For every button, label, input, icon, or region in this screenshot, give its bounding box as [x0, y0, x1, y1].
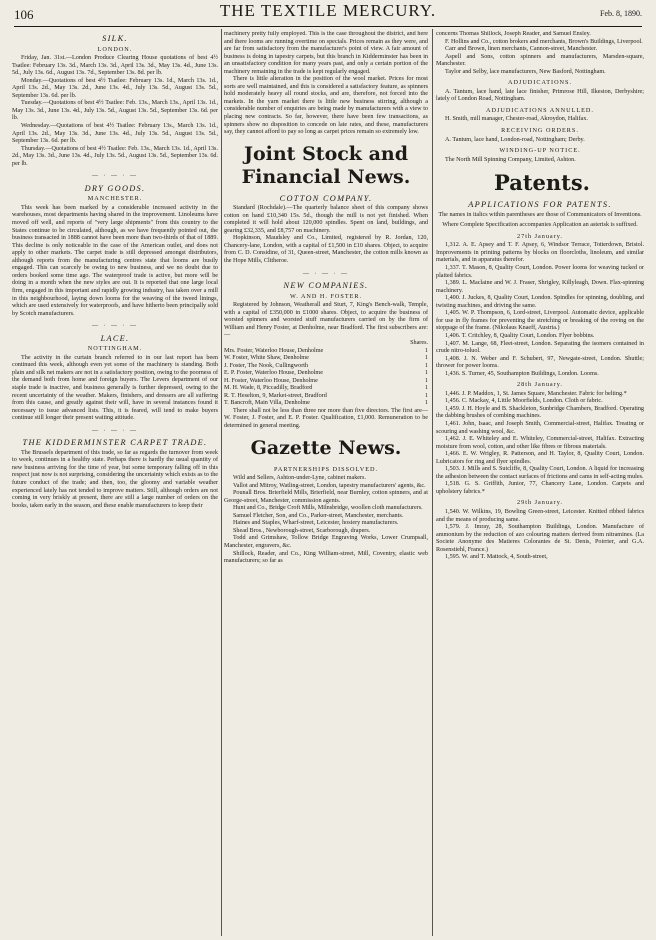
- section-title-new-companies: NEW COMPANIES.: [283, 281, 369, 291]
- paragraph: Standard (Rochdale).—The quarterly balance sheet of this company shows cotton on hand £10,340 15s. 5d., though the mill is not yet finished. When completed it will hold about 120,000 spindles. Spent on land, buildings, and gearing £32,335, and £8,757 on machinery.: [224, 205, 428, 234]
- paragraph: Registered by Johnson, Weatherall and Sturt, 7, King's Bench-walk, Temple, with a capital of £350,000 in £1000 shares. Object, to acquire the business of worsted spinners and worsted stuff manufacturers carried on by the firm of William and Henry Foster, at Denholme, near Bradford. The first subscribers are:—: [224, 302, 428, 339]
- company-name: W. AND H. FOSTER.: [289, 292, 363, 300]
- column-divider: [432, 29, 433, 936]
- list-item: Pounall Bros. Brierfield Mills, Brierfield, near Burnley, cotton spinners, and at George-street, Manchester, commission agents.: [224, 490, 428, 504]
- section-title-dry-goods: DRY GOODS.: [84, 183, 146, 193]
- masthead-title: THE TEXTILE MERCURY.: [219, 1, 437, 20]
- section-title-adjudications: ADJUDICATIONS.: [507, 79, 572, 87]
- section-place: NOTTINGHAM.: [87, 345, 143, 353]
- subscriber-row: W. Foster, White Shaw, Denholme 1: [224, 355, 428, 362]
- column-divider: [221, 29, 222, 936]
- patent-entry: 1,579. J. Imray, 28, Southampton Buildings, London. Manufacture of ammonium by the reduction of azo colouring matters derived from nitramines. (La Societe Anonyme des Matieres Colorantes de St. Denis, Poirrier, and G.A. Rosenstiehl, France.): [436, 524, 644, 553]
- paragraph: The Brussels department of this trade, so far as regards the turnover from week to week, continues in a healthy state. Perhaps there is hardly the usual quantity of new business arriving for the time of year, but some temporary falling off in this respect just now is not surprising, considering the uncertainty which exists as to the future conduct of the trade; and then, too, the gloomy and variable weather experienced lately has not tended to improve matters. Still, although orders are not coming in very briskly at present, there are still a large number of orders on the books, taken early in the season, and these enable manufacturers to keep their: [12, 449, 218, 509]
- patent-entry: 1,461. John, Isaac, and Joseph Smith, Commercial-street, Halifax. Treating or scouring and washing wool, &c.: [436, 420, 644, 435]
- patent-entry: 1,518. G. S. Griffith, Junior, 77, Chancery Lane, London. Carpets and upholstery fabrics.*: [436, 481, 644, 495]
- list-item: Taylor and Selby, lace manufacturers, New Basford, Nottingham.: [445, 68, 606, 75]
- section-title-applications: APPLICATIONS FOR PATENTS.: [468, 200, 612, 210]
- list-item: F. Hollins and Co., cotton brokers and merchants, Brown's Buildings, Liverpool.: [445, 38, 643, 45]
- column-1: [12, 31, 218, 936]
- column-2: [224, 31, 428, 936]
- patent-entry: 1,405. W. P. Thompson, 6, Lord-street, Liverpool. Automatic device, applicable for use in fly frames for preventing the stretching or breaking of the roving on the stoppage of the frame. (Nikolaus Knaeff, Austria.): [436, 310, 644, 332]
- list-item: The North Mill Spinning Company, Limited, Ashton.: [445, 156, 576, 163]
- patent-entry: 1,389. L. Maclaine and W. J. Fraser, Shrigley, Killyleagh, Down. Flax-spinning machinery.: [436, 280, 644, 294]
- list-item: concerns Thomas Shillock, Joseph Reader, and Samuel Ensley.: [436, 31, 591, 37]
- shares-label: Shares.: [410, 339, 428, 346]
- list-item: Hunt and Co., Bridge Croft Mills, Milnsbridge, woollen cloth manufacturers.: [233, 505, 423, 512]
- subscriber-row: Mrs. Foster, Waterloo House, Denholme 1: [224, 347, 428, 354]
- section-place: LONDON.: [97, 45, 133, 53]
- subscriber-row: H. Foster, Waterloo House, Denholme 1: [224, 377, 428, 384]
- patent-entry: 1,436. S. Turner, 45, Southampton Buildings, London. Looms.: [445, 370, 599, 377]
- patent-entry: 1,406. T. Critchley, 8, Quality Court, London. Flyer bobbins.: [445, 332, 595, 339]
- list-item: Shead Bros., Newborough-street, Scarborough, drapers.: [233, 527, 371, 534]
- section-place: MANCHESTER.: [87, 195, 143, 203]
- silk-report: [12, 55, 218, 168]
- subscriber-row: M. H. Wade, 8, Piccadilly, Bradford 1: [224, 385, 428, 392]
- partnership-list: [224, 475, 428, 566]
- paragraph: The activity in the curtain branch referred to in our last report has been continued this week, although even yet some of the machinery is standing. Both plain and silk net makers are not in a satisfactory position, owing to the poorness of the demand both from home and foreign buyers. The Levers department of our staple trade is inactive, and business generally is further depressed, owing to the recent uncertainty of the weather. Makers, finishers, and dressers are all suffering from this cause, and greatly against their will, have in several instances found it necessary to issue advanced lists. This, it is feared, will tend to make buyers continue still longer their present waiting attitude.: [12, 354, 218, 422]
- heading-joint-stock: Joint Stock and Financial News.: [241, 142, 411, 188]
- subscriber-row: E. P. Foster, Waterloo House, Denholme 1: [224, 370, 428, 377]
- patent-entry: 1,408. J. N. Weber and F. Schubert, 97, Newgate-street, London. Shuttle; thrower for power looms.: [436, 355, 644, 370]
- section-title-partnerships: PARTNERSHIPS DISSOLVED.: [273, 465, 378, 473]
- page-header: [0, 0, 656, 26]
- section-title-lace: LACE.: [100, 333, 130, 343]
- header-rule: [14, 26, 642, 27]
- paragraph: This week has been marked by a considerable increased activity in the warehouses, most departments having shared in the improvement. Linoleums have moved off well, and reports of "very large shipments" from this country to the States continue to be circulated, although, as we have frequently pointed out, the business transacted in 1888 cannot have been more than two-thirds of that of 1889. This decline is only noticeable in the case of the American outlet, and does not apply to other markets. The carpet trade is still depressed amongst distributors, although reports from the manufacturing centres state that looms are busily engaged. This can scarcely be owing to new business, and we no doubt due to orders booked some time ago. The waterproof trade is active, but more will be doing in a month when the new styles are out. It is reported that one large local firm, engaged in this important and rapidly growing industry, has taken over a mill in this neighbourhood, laying down looms for the weaving of the tweed linings, which are used extensively for waterproofs, and have hitherto been principally sold by Scotch manufacturers.: [12, 204, 218, 317]
- paragraph: Wednesday.—Quotations of best 4½ Tsatlee: February 13s., March 13s. 1d., April 13s. 2d., May 13s. 3d., June 13s. 4d., July 13s. 5d., August 13s. 5d., September 13s. 6d. per lb.: [12, 123, 218, 145]
- section-title-kidderminster: THE KIDDERMINSTER CARPET TRADE.: [22, 438, 208, 448]
- ornament-divider: ― · ― · ―: [92, 173, 138, 180]
- column-3: [436, 31, 644, 936]
- subscriber-row: J. Foster, The Nook, Cullingworth 1: [224, 362, 428, 369]
- list-item: Haines and Staples, Wharf-street, Leicester, hosiery manufacturers.: [233, 520, 399, 527]
- patent-entry: 1,407. M. Lange, 68, Fleet-street, London. Separating the isomers contained in crude nitro-toluol.: [436, 340, 644, 355]
- list-item: Todd and Grimshaw, Tollow Bridge Engraving Works, Lower Crumpsall, Manchester, engravers, &c.: [224, 535, 428, 549]
- list-item: Aspell and Sons, cotton spinners and manufacturers, Marsden-square, Manchester.: [436, 53, 644, 68]
- note: Where Complete Specification accompanies Application an asterisk is suffixed.: [442, 222, 638, 229]
- subscriber-row: T. Bancroft, Main Villa, Denholme 1: [224, 400, 428, 407]
- list-item: H. Smith, mill manager, Chester-road, Akroydon, Halifax.: [445, 116, 588, 123]
- paragraph: machinery pretty fully employed. This is the case throughout the district, and here and there looms are running overtime on specials. Prices remain as they were, and are far from satisfactory from the manufacturer's point of view. A fair amount of business is doing in tapestry carpets, but this branch in Kidderminster has been in an unsatisfactory condition for many years past, and only a certain portion of the machinery remaining in the trade is kept regularly engaged.: [224, 31, 428, 75]
- paragraph: Tuesday.—Quotations of best 4½ Tsatlee: Feb. 13s., March 13s., April 13s. 1d., May 13s. 3d., June 13s. 4d., July 13s. 5d., August 13s. 5d., September 13s. 6d. per lb.: [12, 100, 218, 122]
- list-item: A. Tantum, lace hand, London-road, Nottingham; Derby.: [445, 136, 585, 143]
- patent-entry: 1,503. J. Mills and S. Sutcliffe, 8, Quality Court, London. A liquid for increasing the adhesion between the contact surfaces of frictions and cams in self-acting mules.: [436, 466, 644, 480]
- patent-entry: 1,466. E. W. Wrigley, R. Patterson, and H. Taylor, 8, Quality Court, London. Lubricators for ring and flyer spindles.: [436, 451, 644, 465]
- ornament-divider: ― · ― · ―: [92, 427, 138, 434]
- heading-gazette-news: Gazette News.: [250, 436, 402, 459]
- list-item: Shillock, Reader, and Co., King William-street, Mill, Coventry, elastic web manufacturers; so far as: [224, 550, 428, 565]
- page-number: 106: [14, 7, 34, 22]
- paragraph: Thursday.—Quotations of best 4½ Tsatlee: Feb. 13s., March 13s. 1d., April 13s. 2d., May 13s. 3d., June 13s. 4d., July 13s. 5d., August 13s. 5d., September 13s. 6d. per lb.: [12, 145, 218, 167]
- paragraph: There shall not be less than three nor more than five directors. The first are—W. Foster, J. Foster, and E. P. Foster. Qualification, £1,000. Remuneration to be determined in general meeting.: [224, 407, 428, 429]
- list-item: Vallot and Mitroy, Watling-street, London, tapestry manufacturers' agents, &c.: [233, 482, 426, 489]
- paragraph: Monday.—Quotations of best 4½ Tsatlee: February 13s. 1d., March 13s. 1d., April 13s. 2d., May 13s. 2d., June 13s. 4d., July 13s. 5d., August 13s. 5d., September 13s. 6d. per lb.: [12, 77, 218, 99]
- paragraph: Friday, Jan. 31st.—London Produce Clearing House quotations of best 4½ Tsatlee: February 13s. 3d., March 13s. 3d., April 13s. 3d., May 13s. 4d., June 13s. 5d., July 13s. 6d., August 13s. 7d., September 13s. 8d. per lb.: [12, 55, 218, 77]
- section-title-receiving-orders: RECEIVING ORDERS.: [501, 127, 579, 135]
- patent-entry: 1,400. J. Juckes, 8, Quality Court, London. Spindles for spinning, doubling, and twisting machines, and driving the same.: [436, 295, 644, 309]
- subscriber-list: [224, 348, 428, 408]
- patent-entry: 1,462. J. E. Whiteley and E. Whiteley, Commercial-street, Halifax. Extracting moisture from wool, cotton, and other like fibres or fibrous materials.: [436, 436, 644, 450]
- issue-date: Feb. 8, 1890.: [600, 9, 642, 18]
- subscriber-row: R. T. Heselton, 9, Market-street, Bradford 1: [224, 392, 428, 399]
- paragraph: There is little alteration in the position of the wool market. Prices for most sorts are well maintained, and this is considered a satisfactory feature, as spinners hold moderately heavy all round stocks, and are, therefore, not forced into the markets. In the yarn market there is little new business stirring, although a considerable number of enquiries are being made by manufacturers with a view to placing new contracts. So far, however, there have been few transactions, as spinners show no disposition to concede on late rates, and these, manufacturers say, they cannot afford to pay so long as carpet prices remain so extremely low.: [224, 76, 428, 136]
- ornament-divider: ― · ― · ―: [303, 270, 349, 277]
- ornament-divider: ― · ― · ―: [92, 323, 138, 330]
- list-item: Carr and Brown, linen merchants, Cannon-street, Manchester.: [445, 46, 598, 53]
- section-title-winding-up: WINDING-UP NOTICE.: [499, 147, 581, 155]
- date-heading: 28th January.: [517, 381, 563, 389]
- patent-entry: 1,312. A. E. Apsey and T. F. Apsey, 6, Windsor Terrace, Totterdown, Bristol. Improvements in printing patterns by blocks on floorcloths, linoleum, and similar materials, and in apparatus therefor.: [436, 242, 644, 264]
- date-heading: 27th January.: [517, 232, 563, 240]
- paragraph: Hopkinson, Maudsley and Co., Limited, registered by R. Jordan, 120, Chancery-lane, London, with a capital of £1,500 in £10 shares. Object, to acquire from C. D. Considine, of 31, Queen-street, Manchester, the cotton mills known as the Hope Mills, Clitheroe.: [224, 235, 428, 265]
- list-item: Samuel Fletcher, Son, and Co., Parker-street, Manchester, merchants.: [233, 512, 404, 519]
- section-title-adjudications-annulled: ADJUDICATIONS ANNULLED.: [486, 106, 594, 114]
- patent-entry: 1,446. J. P. Maddox, 1, St. James Square, Manchester. Fabric for belting.*: [445, 390, 627, 397]
- patent-entry: 1,456. C. Mackay, 4, Little Moorfields, London. Cloth or fabric.: [445, 398, 603, 405]
- list-item: A. Tantum, lace hand, late lace finisher, Primrose Hill, Ilkeston, Derbyshire; lately of London Road, Nottingham.: [436, 88, 644, 103]
- section-title-cotton-company: COTTON COMPANY.: [279, 193, 373, 203]
- note: The names in italics within parentheses are those of Communicators of Inventions.: [438, 211, 642, 218]
- patent-entry: 1,595. W. and T. Mattock, 4, South-street,: [445, 554, 548, 561]
- patent-entry: 1,540. W. Wilkins, 19, Bowling Green-street, Leicester. Knitted ribbed fabrics and the means of producing same.: [436, 508, 644, 523]
- patent-entry: 1,337. T. Mason, 8, Quality Court, London. Power looms for weaving tucked or plaited fabrics.: [436, 265, 644, 279]
- section-title-silk: SILK.: [102, 34, 128, 43]
- date-heading: 29th January.: [517, 499, 563, 507]
- patent-entry: 1,459. J. H. Hoyle and B. Shackleton, Sunbridge Chambers, Bradford. Operating the dabbing brushes of combing machines.: [436, 405, 644, 420]
- heading-patents: Patents.: [494, 170, 590, 196]
- list-item: Wild and Sellers, Ashton-under-Lyne, cabinet makers.: [233, 475, 366, 482]
